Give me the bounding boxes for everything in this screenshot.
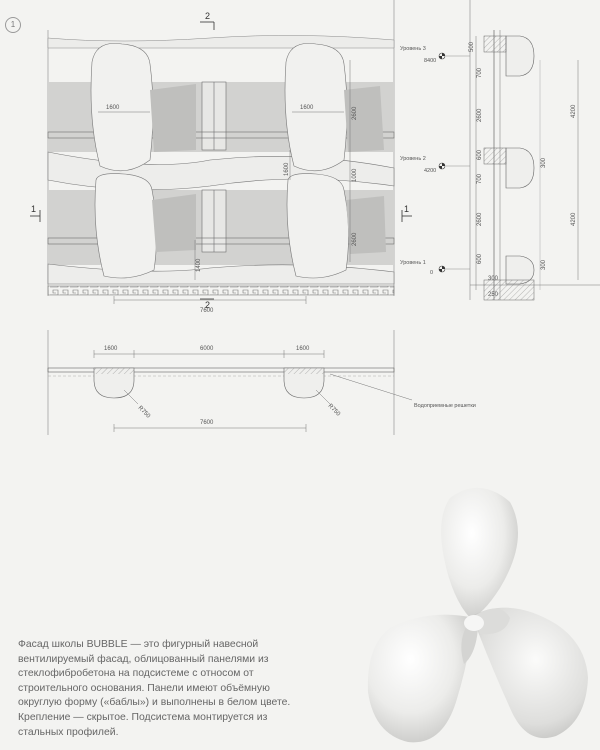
sec-dim-right-base: 300 (541, 259, 547, 270)
section-bubbles (506, 36, 534, 284)
sheet-number-badge: 1 (5, 17, 21, 33)
sec-dim-mid-b: 700 (477, 173, 483, 184)
plan-dim-total: 7600 (200, 420, 214, 426)
plan-dim-radius-left: R750 (136, 405, 151, 420)
sec-dim-lower-a: 2600 (477, 212, 483, 226)
dim-bubble-width-right: 1600 (300, 105, 314, 111)
dim-height-middle-b: 1000 (352, 168, 358, 182)
level-marker-1 (400, 260, 470, 276)
dim-total-width: 7600 (200, 308, 214, 314)
svg-text:2: 2 (205, 11, 211, 21)
plan-callout-gratings: Водоприемные решетки (414, 403, 476, 409)
sec-dim-base-a: 300 (488, 276, 499, 282)
svg-text:1: 1 (31, 204, 37, 214)
dim-height-upper: 2600 (352, 106, 358, 120)
svg-text:0: 0 (430, 270, 434, 276)
plan-dim-span: 6000 (200, 346, 214, 352)
level-marker-2 (400, 156, 470, 174)
base-ornament-strip (48, 286, 394, 295)
render-lobe-top (441, 488, 518, 618)
plan-dim-radius-right: R750 (326, 403, 341, 418)
sec-dim-right-mid: 300 (541, 157, 547, 168)
facade-section (400, 0, 600, 300)
svg-text:8400: 8400 (424, 58, 437, 64)
sec-dim-lower-b: 600 (477, 253, 483, 264)
svg-text:2: 2 (205, 300, 211, 310)
sec-dim-upper-a: 700 (477, 67, 483, 78)
dim-height-middle-a: 1600 (284, 162, 290, 176)
svg-text:4200: 4200 (424, 168, 437, 174)
sec-dim-mid-a: 600 (477, 149, 483, 160)
sec-dim-top-panel: 500 (469, 41, 475, 52)
facade-elevation (30, 0, 412, 314)
level-marker-3 (400, 46, 470, 64)
render-lobe-left (368, 615, 474, 743)
sec-dim-upper-b: 2600 (477, 108, 483, 122)
dim-height-lower: 2600 (352, 232, 358, 246)
sec-dim-right-lower: 4200 (571, 212, 577, 226)
sec-dim-right-upper: 4200 (571, 104, 577, 118)
svg-text:1: 1 (404, 204, 410, 214)
sec-dim-base-b: 250 (488, 292, 499, 298)
section-mark-right (402, 204, 412, 222)
section-mark-top (200, 11, 214, 30)
plan-dim-left-bubble: 1600 (104, 346, 118, 352)
plan-dim-right-bubble: 1600 (296, 346, 310, 352)
svg-text:Уровень 2: Уровень 2 (400, 156, 426, 162)
facade-plan (48, 330, 476, 435)
dim-height-base: 1400 (196, 258, 202, 272)
dim-bubble-width-left: 1600 (106, 105, 120, 111)
section-mark-left (30, 204, 40, 222)
svg-text:Уровень 1: Уровень 1 (400, 260, 426, 266)
facade-description: Фасад школы BUBBLE — это фигурный навесной вентилируемый фасад, облицованный панелями из стеклофибробетона на подсистеме с относом от строительного основания. Панели имеют объёмную округлую форму («баблы») и выполнены в белом цвете. Крепление — скрытое. Подсистема монтируется из стальных профилей. (18, 639, 291, 738)
bubble-panel-render (360, 478, 600, 750)
svg-text:Уровень 3: Уровень 3 (400, 46, 426, 52)
